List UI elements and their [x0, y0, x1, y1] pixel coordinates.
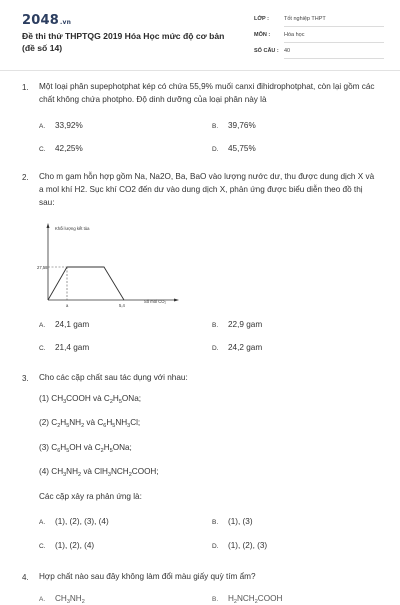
cut-off-option-b[interactable]: B. $H_2NCH_2COOH$	[212, 594, 283, 605]
cut-off-option-a[interactable]: A. $CH_3NH_2$	[39, 594, 85, 605]
precipitate-graph	[36, 220, 186, 310]
option-letter: B.	[212, 322, 219, 329]
header-divider	[0, 70, 400, 71]
logo-suffix: .vn	[59, 19, 72, 26]
option-text: (1), (2), (4)	[55, 541, 95, 550]
y-tick-label: 27,58	[37, 265, 48, 270]
answer-option-d[interactable]	[212, 343, 262, 352]
option-letter: D.	[212, 146, 219, 153]
meta-info	[254, 15, 384, 63]
answer-option-c[interactable]	[39, 144, 83, 153]
meta-row-class	[254, 15, 384, 28]
question-number: 4.	[22, 573, 29, 582]
reaction-pair-3: (3) $C_6H_5OH$ và $C_2H_5ONa$;	[39, 443, 132, 454]
meta-value: Tốt nghiệp THPT	[284, 16, 384, 27]
question-text: Một loại phân supephotphat kép có chứa 55,9% muối canxi đihidrophotphat, còn lại gồm các chất không chứa photpho. Độ dinh dưỡng của loại phân này là	[39, 82, 375, 104]
answer-option-d[interactable]	[212, 541, 267, 550]
option-text: 21,4 gam	[55, 343, 90, 352]
question-number: 1.	[22, 83, 29, 92]
answer-option-a[interactable]	[39, 517, 109, 526]
answer-option-a[interactable]	[39, 320, 89, 329]
reaction-pair-2: (2) $C_2H_5NH_2$ và $C_6H_5NH_3Cl$;	[39, 418, 141, 429]
option-letter: C.	[39, 146, 46, 153]
meta-value: 40	[284, 48, 384, 59]
x-axis-arrow	[174, 299, 179, 302]
reaction-pair-4: (4) $CH_3NH_2$ và $ClH_3NCH_2COOH$;	[39, 467, 159, 478]
option-letter: C.	[39, 543, 46, 550]
option-text: 33,92%	[55, 121, 83, 130]
question-text: Cho các cặp chất sau tác dụng với nhau:	[39, 373, 188, 382]
option-text: (1), (2), (3), (4)	[55, 517, 109, 526]
option-text: 24,2 gam	[228, 343, 263, 352]
meta-label: MÔN :	[254, 32, 271, 38]
question-number: 2.	[22, 173, 29, 182]
reaction-pair-1: (1) $CH_3COOH$ và $C_2H_5ONa$;	[39, 394, 142, 405]
answer-option-b[interactable]	[212, 121, 256, 130]
document-title: Đề thi thử THPTQG 2019 Hóa Học mức độ cơ bản (đề số 14)	[22, 31, 225, 53]
question-graph	[36, 220, 186, 315]
answer-option-b[interactable]	[212, 517, 253, 526]
answer-option-d[interactable]	[212, 144, 256, 153]
option-letter: B.	[212, 123, 219, 130]
y-axis-arrow	[47, 223, 50, 228]
option-letter: C.	[39, 345, 46, 352]
option-text: 45,75%	[228, 144, 256, 153]
option-text: (1), (3)	[228, 517, 253, 526]
question-text: Hợp chất nào sau đây không làm đổi màu giấy quỳ tím ẩm?	[39, 572, 256, 581]
option-text: 22,9 gam	[228, 320, 263, 329]
question-text: Cho m gam hỗn hợp gồm Na, Na2O, Ba, BaO vào lượng nước dư, thu được dung dịch X và a mol khí H2. Sục khí CO2 đến dư vào dung dịch X, phản ứng được biểu diễn theo đồ thị sau:	[39, 172, 375, 207]
meta-row-subject	[254, 31, 384, 44]
option-letter: A.	[39, 322, 46, 329]
question-closing: Các cặp xảy ra phản ứng là:	[39, 492, 142, 501]
option-letter: B.	[212, 519, 219, 526]
option-letter: A.	[39, 123, 46, 130]
meta-label: LỚP :	[254, 16, 269, 22]
option-letter: D.	[212, 345, 219, 352]
precipitate-curve	[48, 267, 124, 300]
y-axis-label: Khối lượng kết tủa	[55, 226, 90, 231]
logo-main: 2048	[22, 13, 59, 28]
question-number: 3.	[22, 374, 29, 383]
option-letter: A.	[39, 519, 46, 526]
option-text: (1), (2), (3)	[228, 541, 268, 550]
answer-option-b[interactable]	[212, 320, 262, 329]
x-tick-a: a	[66, 303, 69, 308]
meta-value: Hóa học	[284, 32, 384, 43]
meta-row-count	[254, 47, 384, 60]
option-text: 42,25%	[55, 144, 83, 153]
x-tick-b: 5,4	[119, 303, 125, 308]
x-axis-label: Số mol CO₂	[144, 299, 167, 304]
answer-option-a[interactable]	[39, 121, 83, 130]
option-text: 39,76%	[228, 121, 256, 130]
site-logo[interactable]	[22, 13, 71, 28]
option-text: 24,1 gam	[55, 320, 90, 329]
answer-option-c[interactable]	[39, 541, 94, 550]
answer-option-c[interactable]	[39, 343, 89, 352]
option-letter: D.	[212, 543, 219, 550]
meta-label: SỐ CÂU :	[254, 48, 279, 54]
